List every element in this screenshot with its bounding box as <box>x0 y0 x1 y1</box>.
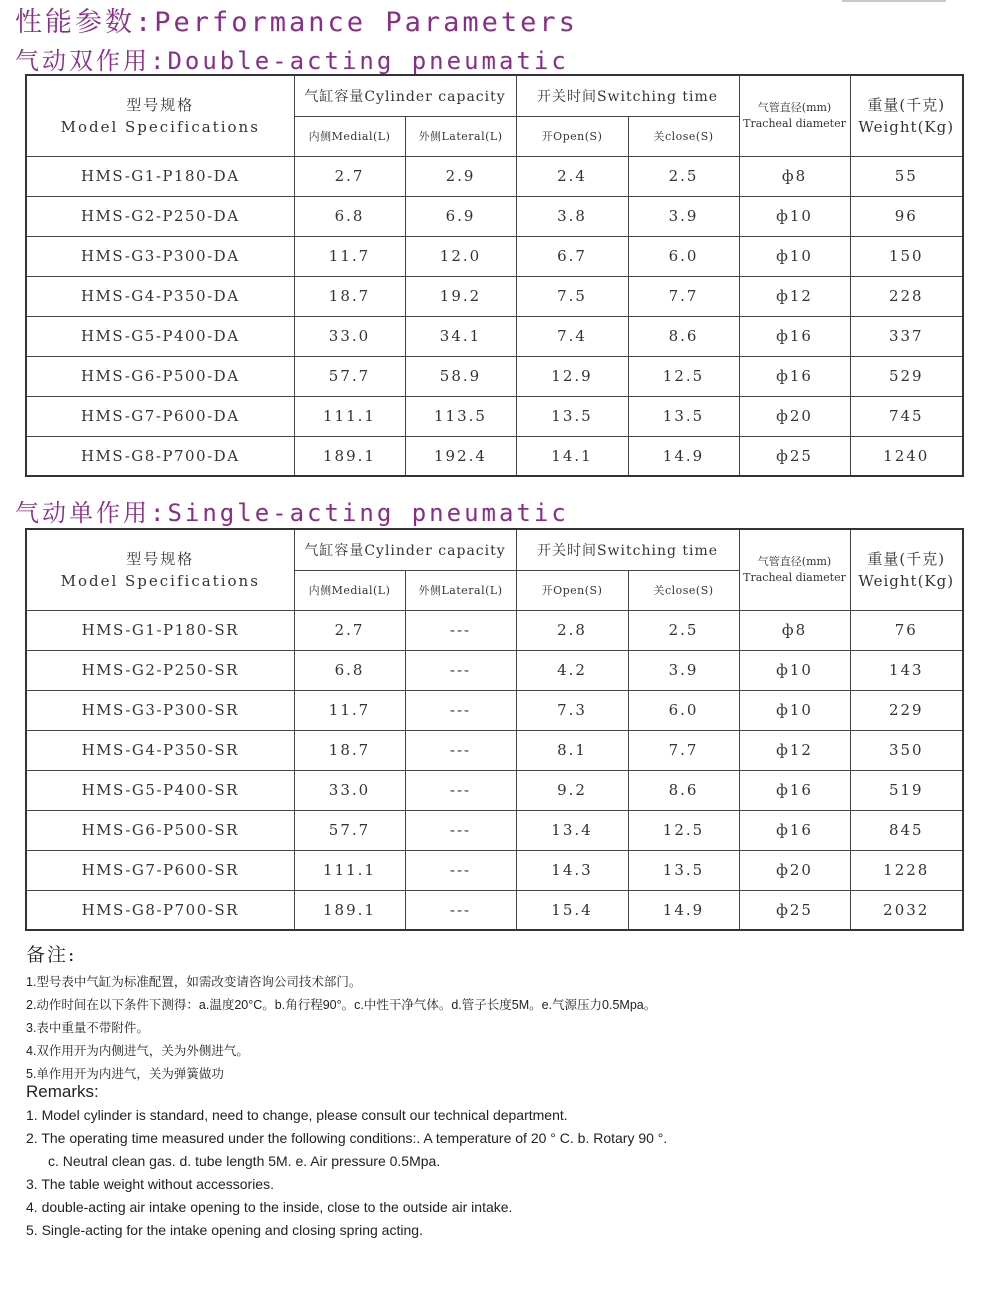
lateral-cell: 6.9 <box>405 196 516 236</box>
weight-cell: 519 <box>850 770 963 810</box>
top-divider <box>842 0 946 2</box>
model-cell: HMS-G2-P250-SR <box>26 650 294 690</box>
weight-cn: 重量(千克) <box>867 549 946 568</box>
table-row <box>26 316 963 356</box>
close-time-cell: 8.6 <box>628 316 739 356</box>
tube-diameter-cell: ф12 <box>739 730 850 770</box>
open-time-cell: 2.8 <box>516 610 628 650</box>
notes-chinese <box>26 940 656 1086</box>
weight-cn: 重量(千克) <box>867 95 946 114</box>
open-time-cell: 7.3 <box>516 690 628 730</box>
model-cell: HMS-G8-P700-DA <box>26 436 294 476</box>
open-time-cell: 13.4 <box>516 810 628 850</box>
lateral-cell: --- <box>405 690 516 730</box>
tracheal-diameter-header <box>739 75 850 156</box>
table-row <box>26 690 963 730</box>
tube-diameter-cell: ф8 <box>739 610 850 650</box>
notes-english <box>26 1082 667 1242</box>
weight-cell: 2032 <box>850 890 963 930</box>
notes-en-line: 2. The operating time measured under the following conditions:. A temperature of 20 ° C. b. Rotary 90 °. <box>26 1130 668 1146</box>
notes-cn-line: 3.表中重量不带附件。 <box>26 1021 149 1035</box>
model-cell: HMS-G4-P350-DA <box>26 276 294 316</box>
table-row <box>26 650 963 690</box>
model-spec-header <box>26 75 294 156</box>
model-cell: HMS-G4-P350-SR <box>26 730 294 770</box>
notes-en-line: 1. Model cylinder is standard, need to change, please consult our technical department. <box>26 1107 568 1123</box>
tube-diameter-cell: ф16 <box>739 770 850 810</box>
close-time-cell: 3.9 <box>628 196 739 236</box>
model-cell: HMS-G5-P400-DA <box>26 316 294 356</box>
open-time-cell: 15.4 <box>516 890 628 930</box>
tube-diameter-cell: ф25 <box>739 890 850 930</box>
tube-diameter-cell: ф10 <box>739 650 850 690</box>
lateral-cell: 34.1 <box>405 316 516 356</box>
open-time-cell: 14.1 <box>516 436 628 476</box>
close-time-cell: 14.9 <box>628 890 739 930</box>
lateral-cell: --- <box>405 810 516 850</box>
medial-cell: 18.7 <box>294 730 405 770</box>
open-time-cell: 3.8 <box>516 196 628 236</box>
medial-cell: 111.1 <box>294 850 405 890</box>
weight-cell: 150 <box>850 236 963 276</box>
switching-time-header: 开关时间Switching time <box>516 529 739 570</box>
cylinder-capacity-header: 气缸容量Cylinder capacity <box>294 75 516 116</box>
cylinder-capacity-header: 气缸容量Cylinder capacity <box>294 529 516 570</box>
model-cell: HMS-G1-P180-SR <box>26 610 294 650</box>
lateral-header: 外侧Lateral(L) <box>405 570 516 610</box>
open-time-cell: 13.5 <box>516 396 628 436</box>
close-time-cell: 13.5 <box>628 850 739 890</box>
open-time-cell: 2.4 <box>516 156 628 196</box>
medial-header: 内侧Medial(L) <box>294 116 405 156</box>
medial-cell: 33.0 <box>294 316 405 356</box>
weight-cell: 143 <box>850 650 963 690</box>
model-cell: HMS-G5-P400-SR <box>26 770 294 810</box>
weight-header <box>850 529 963 610</box>
table-row <box>26 236 963 276</box>
table-row <box>26 436 963 476</box>
model-cell: HMS-G7-P600-DA <box>26 396 294 436</box>
tube-diameter-cell: ф20 <box>739 850 850 890</box>
table-row <box>26 276 963 316</box>
open-time-cell: 8.1 <box>516 730 628 770</box>
weight-cell: 350 <box>850 730 963 770</box>
close-time-cell: 6.0 <box>628 690 739 730</box>
lateral-cell: --- <box>405 890 516 930</box>
double-acting-heading: 气动双作用:Double-acting pneumatic <box>15 47 569 75</box>
weight-en: Weight(Kg) <box>858 117 955 136</box>
single-acting-heading: 气动单作用:Single-acting pneumatic <box>15 499 569 527</box>
close-time-cell: 7.7 <box>628 730 739 770</box>
weight-cell: 1228 <box>850 850 963 890</box>
open-time-cell: 9.2 <box>516 770 628 810</box>
lateral-cell: --- <box>405 770 516 810</box>
model-cell: HMS-G1-P180-DA <box>26 156 294 196</box>
table-row <box>26 730 963 770</box>
close-time-cell: 14.9 <box>628 436 739 476</box>
lateral-cell: --- <box>405 850 516 890</box>
table-row <box>26 770 963 810</box>
open-header: 开Open(S) <box>516 116 628 156</box>
lateral-cell: --- <box>405 650 516 690</box>
table-row <box>26 156 963 196</box>
table-row <box>26 356 963 396</box>
medial-cell: 189.1 <box>294 436 405 476</box>
open-time-cell: 12.9 <box>516 356 628 396</box>
table-row <box>26 196 963 236</box>
open-time-cell: 4.2 <box>516 650 628 690</box>
double-acting-table <box>25 74 964 477</box>
table-row <box>26 810 963 850</box>
weight-cell: 55 <box>850 156 963 196</box>
open-time-cell: 14.3 <box>516 850 628 890</box>
medial-header: 内侧Medial(L) <box>294 570 405 610</box>
tube-diameter-cell: ф10 <box>739 196 850 236</box>
lateral-cell: 2.9 <box>405 156 516 196</box>
medial-cell: 18.7 <box>294 276 405 316</box>
page-title: 性能参数:Performance Parameters <box>15 7 578 38</box>
tube-diameter-cell: ф25 <box>739 436 850 476</box>
model-spec-cn: 型号规格 <box>126 549 195 568</box>
tube-diameter-cell: ф16 <box>739 356 850 396</box>
lateral-cell: 58.9 <box>405 356 516 396</box>
close-time-cell: 7.7 <box>628 276 739 316</box>
weight-cell: 745 <box>850 396 963 436</box>
close-header: 关close(S) <box>628 570 739 610</box>
medial-cell: 111.1 <box>294 396 405 436</box>
open-header: 开Open(S) <box>516 570 628 610</box>
medial-cell: 189.1 <box>294 890 405 930</box>
tube-diameter-cell: ф10 <box>739 690 850 730</box>
open-time-cell: 7.5 <box>516 276 628 316</box>
notes-en-line: c. Neutral clean gas. d. tube length 5M. e. Air pressure 0.5Mpa. <box>48 1153 441 1169</box>
weight-cell: 1240 <box>850 436 963 476</box>
tracheal-cn: 气管直径(mm) <box>757 554 832 568</box>
model-spec-cn: 型号规格 <box>126 95 195 114</box>
notes-cn-line: 1.型号表中气缸为标准配置，如需改变请咨询公司技术部门。 <box>26 975 362 989</box>
model-cell: HMS-G8-P700-SR <box>26 890 294 930</box>
single-acting-table <box>25 528 964 931</box>
lateral-cell: --- <box>405 730 516 770</box>
weight-cell: 337 <box>850 316 963 356</box>
lateral-cell: --- <box>405 610 516 650</box>
open-time-cell: 6.7 <box>516 236 628 276</box>
lateral-cell: 113.5 <box>405 396 516 436</box>
close-time-cell: 12.5 <box>628 810 739 850</box>
close-time-cell: 2.5 <box>628 156 739 196</box>
close-time-cell: 12.5 <box>628 356 739 396</box>
weight-cell: 76 <box>850 610 963 650</box>
weight-en: Weight(Kg) <box>858 571 955 590</box>
model-cell: HMS-G2-P250-DA <box>26 196 294 236</box>
medial-cell: 11.7 <box>294 690 405 730</box>
weight-cell: 529 <box>850 356 963 396</box>
medial-cell: 57.7 <box>294 356 405 396</box>
tracheal-diameter-header <box>739 529 850 610</box>
weight-cell: 229 <box>850 690 963 730</box>
tracheal-en: Tracheal diameter <box>743 116 846 130</box>
close-time-cell: 8.6 <box>628 770 739 810</box>
table-row <box>26 396 963 436</box>
medial-cell: 33.0 <box>294 770 405 810</box>
table-row <box>26 610 963 650</box>
medial-cell: 6.8 <box>294 196 405 236</box>
medial-cell: 6.8 <box>294 650 405 690</box>
notes-cn-line: 4.双作用开为内侧进气，关为外侧进气。 <box>26 1044 249 1058</box>
model-spec-header <box>26 529 294 610</box>
close-time-cell: 3.9 <box>628 650 739 690</box>
medial-cell: 2.7 <box>294 156 405 196</box>
notes-cn-line: 2.动作时间在以下条件下测得：a.温度20°C。b.角行程90°。c.中性干净气体。d.管子长度5M。e.气源压力0.5Mpa。 <box>26 998 657 1012</box>
close-time-cell: 6.0 <box>628 236 739 276</box>
lateral-cell: 12.0 <box>405 236 516 276</box>
model-cell: HMS-G7-P600-SR <box>26 850 294 890</box>
open-time-cell: 7.4 <box>516 316 628 356</box>
tracheal-cn: 气管直径(mm) <box>757 100 832 114</box>
close-header: 关close(S) <box>628 116 739 156</box>
weight-cell: 96 <box>850 196 963 236</box>
model-spec-en: Model Specifications <box>60 117 260 136</box>
lateral-cell: 19.2 <box>405 276 516 316</box>
switching-time-header: 开关时间Switching time <box>516 75 739 116</box>
notes-cn-title: 备注: <box>26 944 77 966</box>
model-cell: HMS-G3-P300-SR <box>26 690 294 730</box>
model-cell: HMS-G6-P500-DA <box>26 356 294 396</box>
tube-diameter-cell: ф16 <box>739 316 850 356</box>
medial-cell: 2.7 <box>294 610 405 650</box>
notes-en-line: 5. Single-acting for the intake opening and closing spring acting. <box>26 1222 423 1238</box>
notes-cn-line: 5.单作用开为内进气，关为弹簧做功 <box>26 1067 224 1081</box>
weight-cell: 845 <box>850 810 963 850</box>
model-cell: HMS-G3-P300-DA <box>26 236 294 276</box>
weight-cell: 228 <box>850 276 963 316</box>
table-row <box>26 890 963 930</box>
medial-cell: 57.7 <box>294 810 405 850</box>
tracheal-en: Tracheal diameter <box>743 570 846 584</box>
tube-diameter-cell: ф20 <box>739 396 850 436</box>
tube-diameter-cell: ф8 <box>739 156 850 196</box>
tube-diameter-cell: ф10 <box>739 236 850 276</box>
model-spec-en: Model Specifications <box>60 571 260 590</box>
close-time-cell: 2.5 <box>628 610 739 650</box>
medial-cell: 11.7 <box>294 236 405 276</box>
notes-en-line: 4. double-acting air intake opening to the inside, close to the outside air intake. <box>26 1199 513 1215</box>
weight-header <box>850 75 963 156</box>
lateral-cell: 192.4 <box>405 436 516 476</box>
tube-diameter-cell: ф12 <box>739 276 850 316</box>
notes-en-line: 3. The table weight without accessories. <box>26 1176 274 1192</box>
table-row <box>26 850 963 890</box>
close-time-cell: 13.5 <box>628 396 739 436</box>
notes-en-title: Remarks: <box>26 1082 99 1101</box>
model-cell: HMS-G6-P500-SR <box>26 810 294 850</box>
tube-diameter-cell: ф16 <box>739 810 850 850</box>
lateral-header: 外侧Lateral(L) <box>405 116 516 156</box>
